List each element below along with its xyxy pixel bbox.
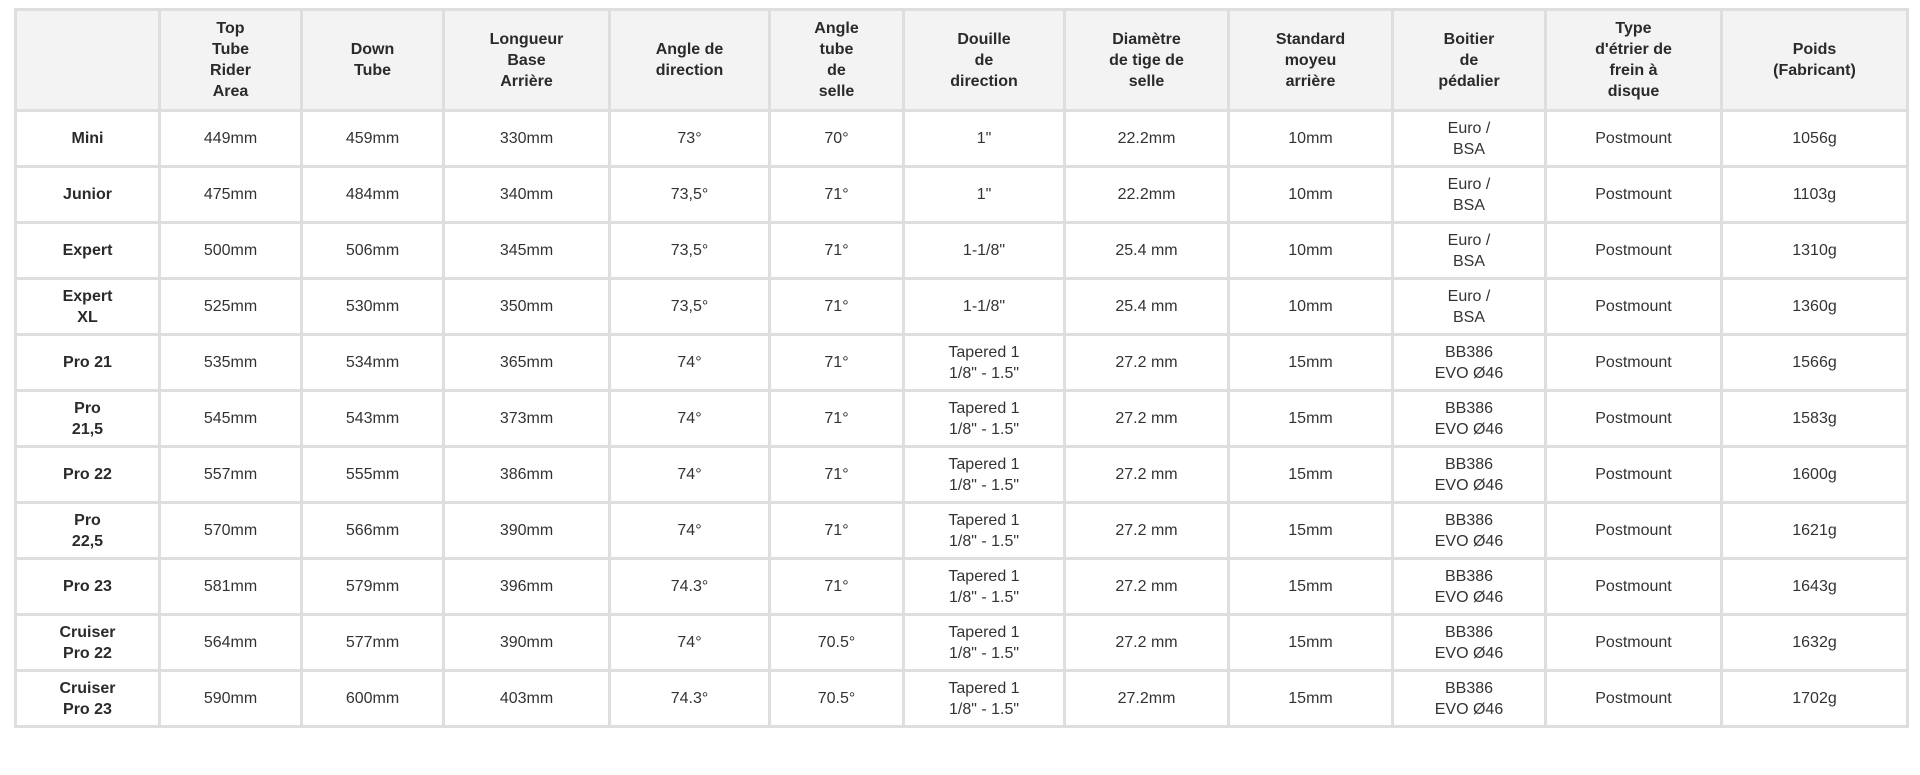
table-row — [16, 559, 1908, 615]
cell-down-tube: 459mm — [302, 111, 444, 167]
table-row — [16, 223, 1908, 279]
cell-weight: 1632g — [1722, 615, 1908, 671]
cell-down-tube: 506mm — [302, 223, 444, 279]
header-head-angle: Angle de direction — [610, 10, 770, 111]
header-top-tube: Top Tube Rider Area — [160, 10, 302, 111]
cell-top-tube: 500mm — [160, 223, 302, 279]
cell-weight: 1600g — [1722, 447, 1908, 503]
table-row — [16, 503, 1908, 559]
cell-head-angle: 73,5° — [610, 223, 770, 279]
cell-top-tube: 581mm — [160, 559, 302, 615]
cell-brake-mount: Postmount — [1546, 503, 1722, 559]
cell-down-tube: 543mm — [302, 391, 444, 447]
cell-chainstay: 403mm — [444, 671, 610, 727]
cell-seatpost-diameter: 27.2 mm — [1065, 559, 1229, 615]
cell-brake-mount: Postmount — [1546, 559, 1722, 615]
cell-rear-hub: 15mm — [1229, 391, 1393, 447]
cell-down-tube: 484mm — [302, 167, 444, 223]
table-row — [16, 335, 1908, 391]
header-brake-mount: Type d'étrier de frein à disque — [1546, 10, 1722, 111]
header-corner — [16, 10, 160, 111]
cell-seatpost-diameter: 25.4 mm — [1065, 279, 1229, 335]
cell-bottom-bracket: Euro / BSA — [1393, 279, 1546, 335]
cell-rear-hub: 15mm — [1229, 559, 1393, 615]
cell-head-angle: 74° — [610, 615, 770, 671]
cell-chainstay: 340mm — [444, 167, 610, 223]
cell-bottom-bracket: BB386 EVO Ø46 — [1393, 615, 1546, 671]
geometry-table-container — [14, 8, 1906, 728]
cell-rear-hub: 15mm — [1229, 335, 1393, 391]
cell-bottom-bracket: Euro / BSA — [1393, 167, 1546, 223]
cell-seat-angle: 70.5° — [770, 615, 904, 671]
cell-headset: Tapered 1 1/8" - 1.5" — [904, 671, 1065, 727]
cell-headset: Tapered 1 1/8" - 1.5" — [904, 447, 1065, 503]
cell-head-angle: 73° — [610, 111, 770, 167]
cell-rear-hub: 10mm — [1229, 111, 1393, 167]
cell-bottom-bracket: BB386 EVO Ø46 — [1393, 391, 1546, 447]
cell-down-tube: 600mm — [302, 671, 444, 727]
cell-head-angle: 74° — [610, 503, 770, 559]
cell-seat-angle: 71° — [770, 279, 904, 335]
cell-top-tube: 564mm — [160, 615, 302, 671]
cell-seatpost-diameter: 22.2mm — [1065, 111, 1229, 167]
cell-size: Pro 22,5 — [16, 503, 160, 559]
cell-size: Cruiser Pro 23 — [16, 671, 160, 727]
table-row — [16, 671, 1908, 727]
cell-chainstay: 350mm — [444, 279, 610, 335]
cell-seatpost-diameter: 27.2 mm — [1065, 503, 1229, 559]
cell-headset: Tapered 1 1/8" - 1.5" — [904, 615, 1065, 671]
header-seatpost-diameter: Diamètre de tige de selle — [1065, 10, 1229, 111]
header-headset: Douille de direction — [904, 10, 1065, 111]
table-row — [16, 111, 1908, 167]
cell-size: Pro 23 — [16, 559, 160, 615]
cell-weight: 1310g — [1722, 223, 1908, 279]
table-row — [16, 615, 1908, 671]
cell-down-tube: 555mm — [302, 447, 444, 503]
cell-rear-hub: 15mm — [1229, 615, 1393, 671]
cell-brake-mount: Postmount — [1546, 223, 1722, 279]
cell-rear-hub: 15mm — [1229, 671, 1393, 727]
cell-size: Cruiser Pro 22 — [16, 615, 160, 671]
cell-headset: Tapered 1 1/8" - 1.5" — [904, 559, 1065, 615]
cell-top-tube: 535mm — [160, 335, 302, 391]
cell-brake-mount: Postmount — [1546, 167, 1722, 223]
cell-headset: Tapered 1 1/8" - 1.5" — [904, 391, 1065, 447]
cell-size: Pro 22 — [16, 447, 160, 503]
cell-brake-mount: Postmount — [1546, 335, 1722, 391]
cell-top-tube: 570mm — [160, 503, 302, 559]
cell-weight: 1643g — [1722, 559, 1908, 615]
cell-rear-hub: 10mm — [1229, 279, 1393, 335]
cell-weight: 1621g — [1722, 503, 1908, 559]
cell-seatpost-diameter: 27.2mm — [1065, 671, 1229, 727]
cell-chainstay: 396mm — [444, 559, 610, 615]
cell-head-angle: 74.3° — [610, 671, 770, 727]
cell-seat-angle: 70.5° — [770, 671, 904, 727]
cell-top-tube: 590mm — [160, 671, 302, 727]
cell-weight: 1360g — [1722, 279, 1908, 335]
cell-head-angle: 74.3° — [610, 559, 770, 615]
cell-seatpost-diameter: 25.4 mm — [1065, 223, 1229, 279]
cell-seatpost-diameter: 22.2mm — [1065, 167, 1229, 223]
table-row — [16, 447, 1908, 503]
cell-chainstay: 330mm — [444, 111, 610, 167]
cell-seat-angle: 71° — [770, 391, 904, 447]
cell-headset: Tapered 1 1/8" - 1.5" — [904, 335, 1065, 391]
cell-bottom-bracket: Euro / BSA — [1393, 223, 1546, 279]
cell-rear-hub: 10mm — [1229, 223, 1393, 279]
cell-top-tube: 545mm — [160, 391, 302, 447]
cell-down-tube: 530mm — [302, 279, 444, 335]
cell-top-tube: 525mm — [160, 279, 302, 335]
cell-size: Mini — [16, 111, 160, 167]
cell-top-tube: 557mm — [160, 447, 302, 503]
cell-chainstay: 373mm — [444, 391, 610, 447]
cell-down-tube: 579mm — [302, 559, 444, 615]
cell-seat-angle: 71° — [770, 503, 904, 559]
header-row — [16, 10, 1908, 111]
cell-bottom-bracket: Euro / BSA — [1393, 111, 1546, 167]
cell-chainstay: 386mm — [444, 447, 610, 503]
cell-brake-mount: Postmount — [1546, 391, 1722, 447]
cell-bottom-bracket: BB386 EVO Ø46 — [1393, 671, 1546, 727]
cell-bottom-bracket: BB386 EVO Ø46 — [1393, 559, 1546, 615]
cell-bottom-bracket: BB386 EVO Ø46 — [1393, 503, 1546, 559]
cell-down-tube: 566mm — [302, 503, 444, 559]
cell-seat-angle: 71° — [770, 335, 904, 391]
cell-weight: 1583g — [1722, 391, 1908, 447]
cell-weight: 1056g — [1722, 111, 1908, 167]
cell-weight: 1702g — [1722, 671, 1908, 727]
cell-seatpost-diameter: 27.2 mm — [1065, 447, 1229, 503]
header-seat-angle: Angle tube de selle — [770, 10, 904, 111]
cell-down-tube: 577mm — [302, 615, 444, 671]
cell-size: Pro 21,5 — [16, 391, 160, 447]
cell-size: Expert — [16, 223, 160, 279]
cell-rear-hub: 15mm — [1229, 447, 1393, 503]
cell-headset: 1" — [904, 111, 1065, 167]
cell-size: Junior — [16, 167, 160, 223]
cell-chainstay: 365mm — [444, 335, 610, 391]
cell-brake-mount: Postmount — [1546, 279, 1722, 335]
header-weight: Poids (Fabricant) — [1722, 10, 1908, 111]
cell-weight: 1566g — [1722, 335, 1908, 391]
cell-brake-mount: Postmount — [1546, 111, 1722, 167]
cell-brake-mount: Postmount — [1546, 671, 1722, 727]
cell-rear-hub: 10mm — [1229, 167, 1393, 223]
cell-head-angle: 73,5° — [610, 279, 770, 335]
header-rear-hub: Standard moyeu arrière — [1229, 10, 1393, 111]
cell-brake-mount: Postmount — [1546, 615, 1722, 671]
cell-bottom-bracket: BB386 EVO Ø46 — [1393, 447, 1546, 503]
cell-brake-mount: Postmount — [1546, 447, 1722, 503]
cell-head-angle: 73,5° — [610, 167, 770, 223]
header-chainstay: Longueur Base Arrière — [444, 10, 610, 111]
cell-top-tube: 449mm — [160, 111, 302, 167]
cell-rear-hub: 15mm — [1229, 503, 1393, 559]
cell-weight: 1103g — [1722, 167, 1908, 223]
table-row — [16, 391, 1908, 447]
cell-seat-angle: 71° — [770, 167, 904, 223]
cell-bottom-bracket: BB386 EVO Ø46 — [1393, 335, 1546, 391]
cell-head-angle: 74° — [610, 391, 770, 447]
cell-headset: 1" — [904, 167, 1065, 223]
cell-head-angle: 74° — [610, 335, 770, 391]
cell-top-tube: 475mm — [160, 167, 302, 223]
cell-headset: Tapered 1 1/8" - 1.5" — [904, 503, 1065, 559]
geometry-table — [14, 8, 1909, 728]
cell-seat-angle: 70° — [770, 111, 904, 167]
table-row — [16, 167, 1908, 223]
cell-size: Expert XL — [16, 279, 160, 335]
header-bottom-bracket: Boitier de pédalier — [1393, 10, 1546, 111]
cell-seat-angle: 71° — [770, 559, 904, 615]
cell-head-angle: 74° — [610, 447, 770, 503]
cell-headset: 1-1/8" — [904, 223, 1065, 279]
cell-seat-angle: 71° — [770, 447, 904, 503]
cell-headset: 1-1/8" — [904, 279, 1065, 335]
cell-chainstay: 390mm — [444, 503, 610, 559]
cell-seatpost-diameter: 27.2 mm — [1065, 335, 1229, 391]
cell-seat-angle: 71° — [770, 223, 904, 279]
header-down-tube: Down Tube — [302, 10, 444, 111]
cell-chainstay: 345mm — [444, 223, 610, 279]
table-row — [16, 279, 1908, 335]
cell-seatpost-diameter: 27.2 mm — [1065, 391, 1229, 447]
cell-down-tube: 534mm — [302, 335, 444, 391]
cell-seatpost-diameter: 27.2 mm — [1065, 615, 1229, 671]
cell-chainstay: 390mm — [444, 615, 610, 671]
cell-size: Pro 21 — [16, 335, 160, 391]
